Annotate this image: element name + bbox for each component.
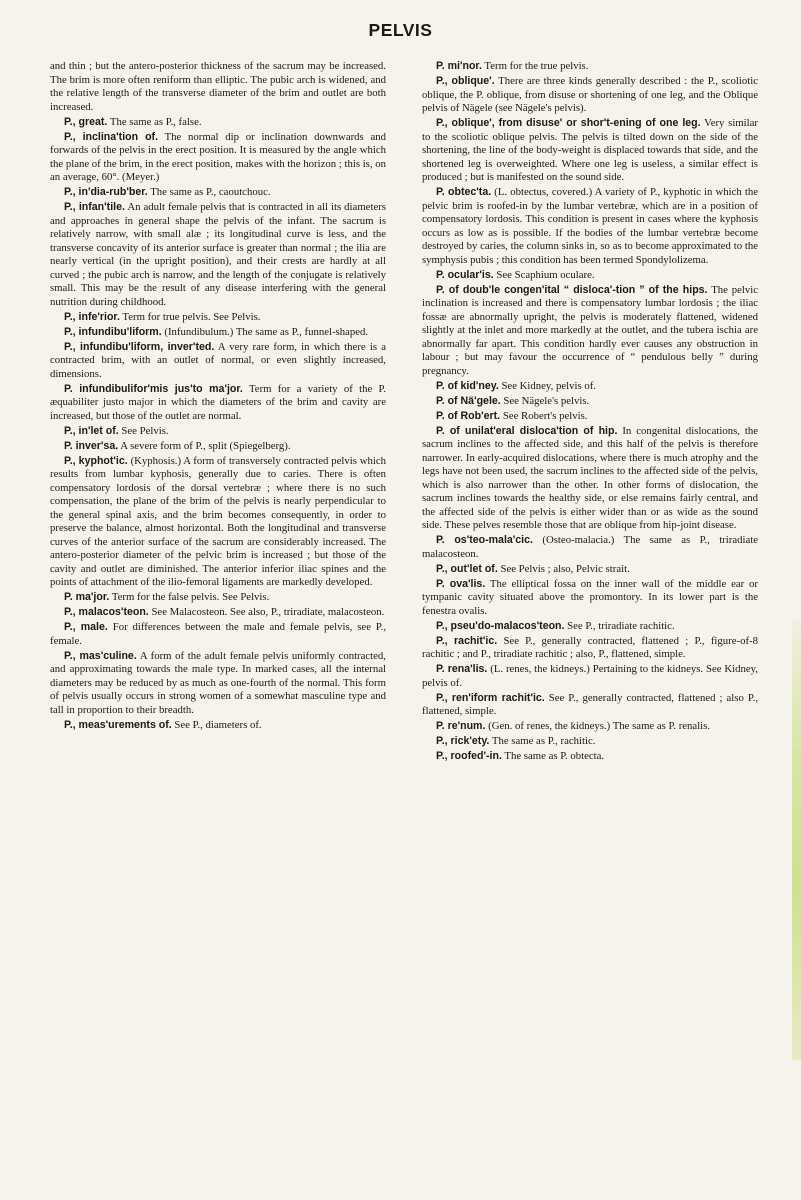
- dictionary-entry: [50, 186, 386, 200]
- entry-headword: P., infundibu'liform.: [64, 325, 162, 338]
- entry-headword: P., malacos'teon.: [64, 606, 149, 618]
- dictionary-entry: [422, 75, 758, 116]
- entry-definition: In congenital dislocations, the sacrum inclines to the affected side, and this half of the pelvis is therefore narrower. In early-acquired dislocations, where there is much atrophy and the legs have not been used, the sacrum inclines to the affected side of the pelvis, which is also narrower than the other. In other forms of dislocation, the sacrum inclines towards the healthy side, or else remains fairly central, and the affected side of the pelvis is either wider than or as wide as the sound side. These pelves resemble those that are oblique from hip-joint disease.: [422, 424, 758, 531]
- entry-definition: Term for the false pelvis. See Pelvis.: [111, 591, 270, 603]
- entry-definition: See Kidney, pelvis of.: [501, 379, 596, 392]
- dictionary-entry: [422, 578, 758, 619]
- entry-definition: A severe form of P., split (Spiegelberg).: [120, 439, 291, 452]
- entry-headword: P., rick'ety.: [436, 735, 490, 747]
- entry-definition: See Scaphium oculare.: [496, 268, 595, 281]
- entry-headword: P. of unilat'eral disloca'tion of hip.: [436, 424, 618, 437]
- dictionary-entry: [422, 60, 758, 74]
- dictionary-entry: [50, 650, 386, 718]
- entry-definition: See P., diameters of.: [174, 718, 262, 731]
- dictionary-entry: [50, 341, 386, 382]
- right-column: [422, 60, 758, 765]
- dictionary-entry: [50, 116, 386, 130]
- entry-definition: See P., generally contracted, flattened ; P., figure-of-8 rachitic ; and P., triradiate rachitic ; also, P., flattened, simple.: [422, 634, 758, 660]
- dictionary-entry: [50, 440, 386, 454]
- entry-headword: P. inver'sa.: [64, 439, 119, 452]
- entry-definition: Very similar to the scoliotic oblique pelvis. The pelvis is tilted down on the side of the shortening, the line of the body-weight is displaced towards that side, and the shortened leg is overweighted. Where one leg is useless, a similar effect is produced ; but is manifested on the sound side.: [422, 117, 758, 183]
- entry-definition: and thin ; but the antero-posterior thickness of the sacrum may be increased. The brim is more often reniform than elliptic. The pubic arch is widened, and the relative length of the transverse diameter of the brim and outlet are both increased.: [50, 60, 386, 113]
- dictionary-entry: [422, 720, 758, 734]
- dictionary-entry: [422, 380, 758, 394]
- dictionary-entry: [422, 635, 758, 662]
- entry-headword: P. of Rob'ert.: [436, 409, 501, 422]
- entry-headword: P., meas'urements of.: [64, 718, 172, 731]
- dictionary-entry: [422, 563, 758, 577]
- entry-headword: P. ova'lis.: [436, 577, 486, 590]
- entry-definition: For differences between the male and female pelvis, see P., female.: [50, 621, 387, 647]
- dictionary-entry: [422, 735, 758, 749]
- dictionary-entry: [50, 60, 386, 114]
- dictionary-entry: [50, 425, 386, 439]
- entry-definition: See P., triradiate rachitic.: [567, 619, 675, 632]
- entry-definition: See Pelvis ; also, Pelvic strait.: [500, 562, 630, 575]
- entry-definition: The same as P., caoutchouc.: [150, 186, 271, 198]
- entry-headword: P., out'let of.: [436, 562, 498, 575]
- dictionary-entry: [50, 591, 386, 605]
- entry-definition: The pelvic inclination is increased and there is compensatory lumbar lordosis ; the iliac fossæ are abnormally upright, the pelvis is moderately flattened, widened slightly at the inlet and more markedly at the outlet, and the tubera ischia are abnormally far apart. This condition hardly ever causes any obstruction in labour ; but may favour the occurrence of “ pendulous belly ” during pregnancy.: [422, 283, 759, 377]
- entry-definition: The elliptical fossa on the inner wall of the middle ear or tympanic cavity situated above the promontory. In its lower part is the fenestra ovalis.: [422, 577, 758, 617]
- entry-definition: Term for true pelvis. See Pelvis.: [122, 310, 261, 323]
- entry-definition: (Infundibulum.) The same as P., funnel-shaped.: [164, 325, 369, 338]
- entry-headword: P. infundibulifor'mis jus'to ma'jor.: [64, 382, 243, 395]
- dictionary-entry: [50, 326, 386, 340]
- entry-headword: P., oblique'.: [436, 75, 495, 87]
- dictionary-entry: [50, 621, 386, 648]
- dictionary-entry: [50, 606, 386, 620]
- dictionary-entry: [422, 284, 758, 379]
- entry-definition: See Pelvis.: [121, 424, 169, 437]
- entry-definition: There are three kinds generally described : the P., scoliotic oblique, the P. oblique, from disuse or shortening of one leg, and the Oblique pelvis of Nägele (see Nägele's pelvis).: [422, 75, 758, 114]
- dictionary-entry: [422, 692, 758, 719]
- entry-definition: See Robert's pelvis.: [502, 409, 588, 422]
- entry-headword: P. rena'lis.: [436, 663, 488, 675]
- dictionary-entry: [422, 750, 758, 764]
- entry-headword: P., infe'rior.: [64, 310, 120, 323]
- entry-definition: A very rare form, in which there is a contracted brim, with an outlet of normal, or even slightly increased, dimensions.: [50, 340, 386, 380]
- left-column: [50, 60, 386, 734]
- entry-headword: P. ma'jor.: [64, 591, 110, 603]
- dictionary-entry: [50, 131, 386, 185]
- entry-definition: (L. obtectus, covered.) A variety of P., kyphotic in which the pelvic brim is roofed-in by the lumbar vertebræ, which are in a position of compensatory lordosis. This condition is present in cases where the kyphosis occurs as low as is possible. If the bodies of the lumbar vertebræ become destroyed by caries, the column sinks in, so as to become approximated to the symphysis pubis ; this condition has been termed Spondylolizema.: [422, 186, 758, 266]
- entry-definition: (Osteo-malacia.) The same as P., triradiate malacosteon.: [422, 534, 758, 560]
- entry-headword: P. of doub'le congen'ital “ disloca'-tion ” of the hips.: [436, 283, 708, 296]
- entry-headword: P., infundibu'liform, inver'ted.: [64, 340, 215, 353]
- entry-headword: P., in'dia-rub'ber.: [64, 186, 148, 198]
- dictionary-entry: [422, 117, 758, 185]
- entry-definition: (Gen. of renes, the kidneys.) The same as P. renalis.: [488, 720, 711, 732]
- dictionary-entry: [422, 663, 758, 690]
- entry-headword: P., oblique', from disuse' or shor't-ening of one leg.: [436, 117, 701, 129]
- entry-headword: P., in'let of.: [64, 424, 119, 437]
- entry-headword: P., rachit'ic.: [436, 634, 498, 647]
- dictionary-entry: [50, 455, 386, 590]
- entry-definition: The same as P., rachitic.: [491, 735, 596, 747]
- entry-headword: P. of kid'ney.: [436, 379, 499, 392]
- dictionary-entry: [422, 395, 758, 409]
- dictionary-entry: [50, 311, 386, 325]
- dictionary-entry: [50, 383, 386, 424]
- entry-definition: The same as P. obtecta.: [504, 750, 605, 762]
- entry-definition: See Malacosteon. See also, P., triradiate, malacosteon.: [151, 606, 385, 618]
- dictionary-entry: [422, 534, 758, 561]
- entry-definition: Term for the true pelvis.: [484, 60, 589, 72]
- entry-headword: P., ren'iform rachit'ic.: [436, 691, 545, 704]
- entry-headword: P. os'teo-mala'cic.: [436, 534, 533, 546]
- entry-definition: (L. renes, the kidneys.) Pertaining to the kidneys. See Kidney, pelvis of.: [422, 663, 758, 689]
- entry-definition: The normal dip or inclination downwards and forwards of the pelvis in the erect position. It is measured by the angle which the plane of the brim, in the erect position, makes with the horizon ; this is, on an average, 60°. (Meyer.): [50, 130, 386, 183]
- dictionary-entry: [422, 620, 758, 634]
- dictionary-entry: [50, 719, 386, 733]
- entry-headword: P. re'num.: [436, 720, 486, 732]
- entry-headword: P., kyphot'ic.: [64, 454, 128, 467]
- entry-headword: P., pseu'do-malacos'teon.: [436, 619, 565, 632]
- dictionary-entry: [422, 425, 758, 533]
- dictionary-entry: [422, 269, 758, 283]
- entry-headword: P., infan'tile.: [64, 201, 125, 213]
- dictionary-entry: [50, 201, 386, 309]
- entry-headword: P. ocular'is.: [436, 268, 494, 281]
- entry-definition: See P., generally contracted, flattened ; also P., flattened, simple.: [422, 691, 759, 717]
- entry-definition: Term for a variety of the P. æquabiliter justo major in which the diameters of the brim and cavity are increased, but those of the outlet are normal.: [50, 382, 386, 422]
- entry-definition: A form of the adult female pelvis uniformly contracted, and approximating towards the male type. In marked cases, all the internal diameters may be reduced by as much as one-fourth of the normal. This form of pelvis usually occurs in strong women of a somewhat masculine type and tall in proportion to their breadth.: [50, 649, 386, 716]
- entry-headword: P. mi'nor.: [436, 60, 482, 72]
- entry-definition: The same as P., false.: [109, 115, 202, 128]
- dictionary-entry: [422, 410, 758, 424]
- entry-definition: An adult female pelvis that is contracted in all its diameters and approaches in general shape the pelvis of the infant. The sacrum is relatively narrow, with small alæ ; its longitudinal curve is less, and the transverse concavity of its anterior surface is greater than normal ; the ilia are nearly vertical (in the upright position), and their crests are hardly at all curved ; the pubic arch is narrow, and the length of the conjugate is relatively small. This may be the result of any disease interfering with the general nutrition during childhood.: [50, 201, 386, 308]
- page-edge-thumb-index: [792, 620, 801, 1060]
- entry-definition: (Kyphosis.) A form of transversely contracted pelvis which results from lumbar kyphosis, generally due to caries. There is often compensatory lordosis of the dorsal vertebræ ; where there is no such compensation, the plane of the brim of the pelvis is nearly perpendicular to the general spinal axis, and the brim becomes consequently, in order to preserve the balance, almost horizontal. Both the longitudinal and transverse curves of the anterior surface of the sacrum are considerably increased. The antero-posterior diameter of the pelvic brim is increased ; but those of the cavity and outlet are diminished. The anterior inferior iliac spines and the points of attachment of the ilio-femoral ligaments are markedly developed.: [50, 454, 387, 588]
- entry-headword: P., inclina'tion of.: [64, 130, 159, 143]
- running-head: PELVIS: [368, 20, 433, 40]
- entry-headword: P. of Nä'gele.: [436, 394, 501, 407]
- entry-headword: P., roofed'-in.: [436, 750, 502, 762]
- entry-headword: P., mas'culine.: [64, 649, 137, 662]
- entry-headword: P., great.: [64, 115, 108, 128]
- entry-headword: P., male.: [64, 621, 108, 633]
- dictionary-entry: [422, 186, 758, 267]
- entry-definition: See Nägele's pelvis.: [503, 394, 590, 407]
- entry-headword: P. obtec'ta.: [436, 186, 492, 198]
